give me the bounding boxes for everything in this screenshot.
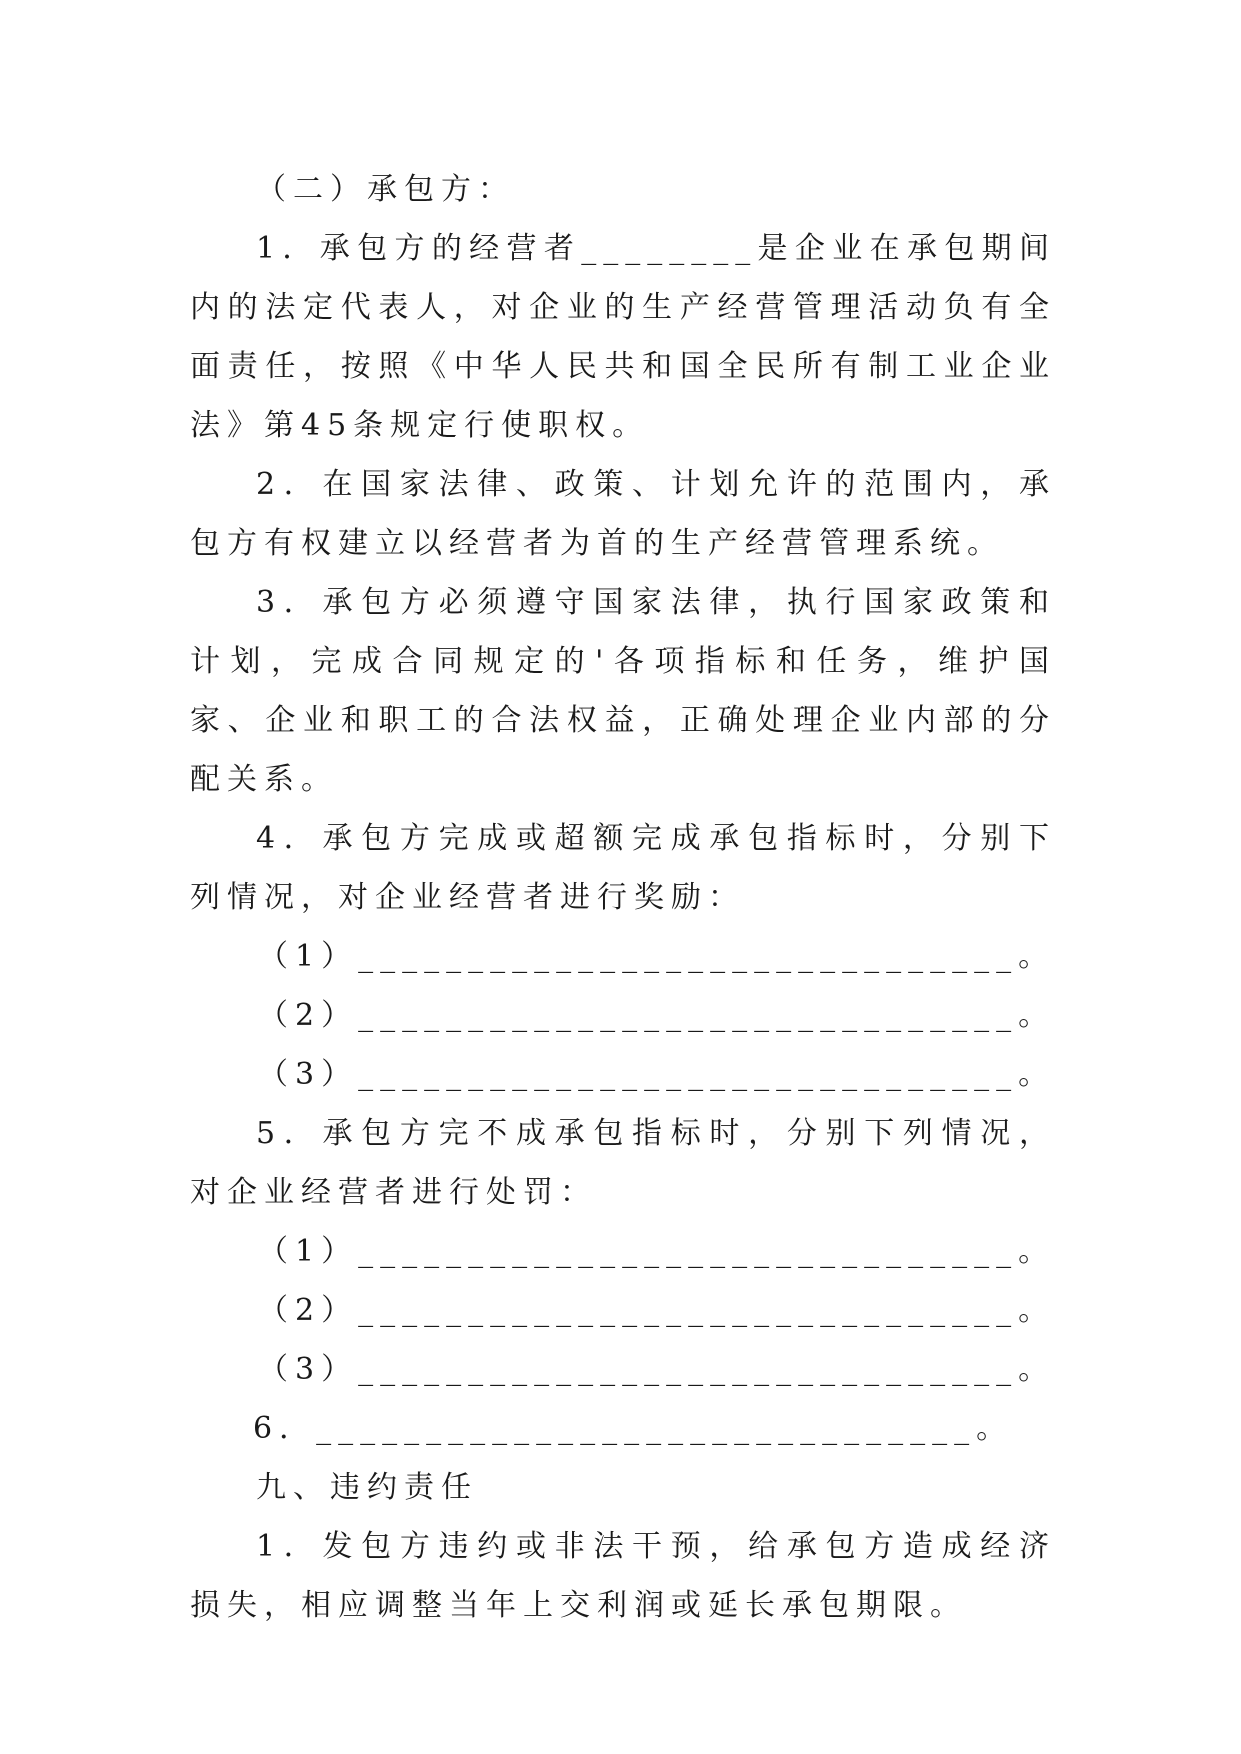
paragraph-1: 1．承包方的经营者________是企业在承包期间内的法定代表人，对企业的生产经营管理活动负有全面责任，按照《中华人民共和国全民所有制工业企业法》第45条规定行使职权。 [190,231,1056,443]
breach-paragraph-1: 1．发包方违约或非法干预，给承包方造成经济损失，相应调整当年上交利润或延长承包期限。 [190,1529,1056,1623]
penalty-item-2: （2）______________________________。 [258,1293,1056,1328]
reward-item-3: （3）______________________________。 [258,1057,1056,1092]
section-heading-contractor: （二）承包方： [256,172,515,207]
reward-item-2: （2）______________________________。 [258,998,1056,1033]
paragraph-4: 4．承包方完成或超额完成承包指标时，分别下列情况，对企业经营者进行奖励： [190,821,1056,915]
paragraph-6: 6．______________________________。 [253,1411,1014,1446]
reward-item-1: （1）______________________________。 [258,939,1056,974]
paragraph-5: 5．承包方完不成承包指标时，分别下列情况，对企业经营者进行处罚： [190,1116,1056,1210]
paragraph-2: 2．在国家法律、政策、计划允许的范围内，承包方有权建立以经营者为首的生产经营管理系统。 [190,467,1056,561]
paragraph-3: 3．承包方必须遵守国家法律，执行国家政策和计划，完成合同规定的'各项指标和任务，维护国家、企业和职工的合法权益，正确处理企业内部的分配关系。 [190,585,1056,797]
section-heading-breach: 九、违约责任 [256,1470,478,1505]
contract-body [190,160,1056,1635]
penalty-item-3: （3）______________________________。 [258,1352,1056,1387]
penalty-item-1: （1）______________________________。 [258,1234,1056,1269]
